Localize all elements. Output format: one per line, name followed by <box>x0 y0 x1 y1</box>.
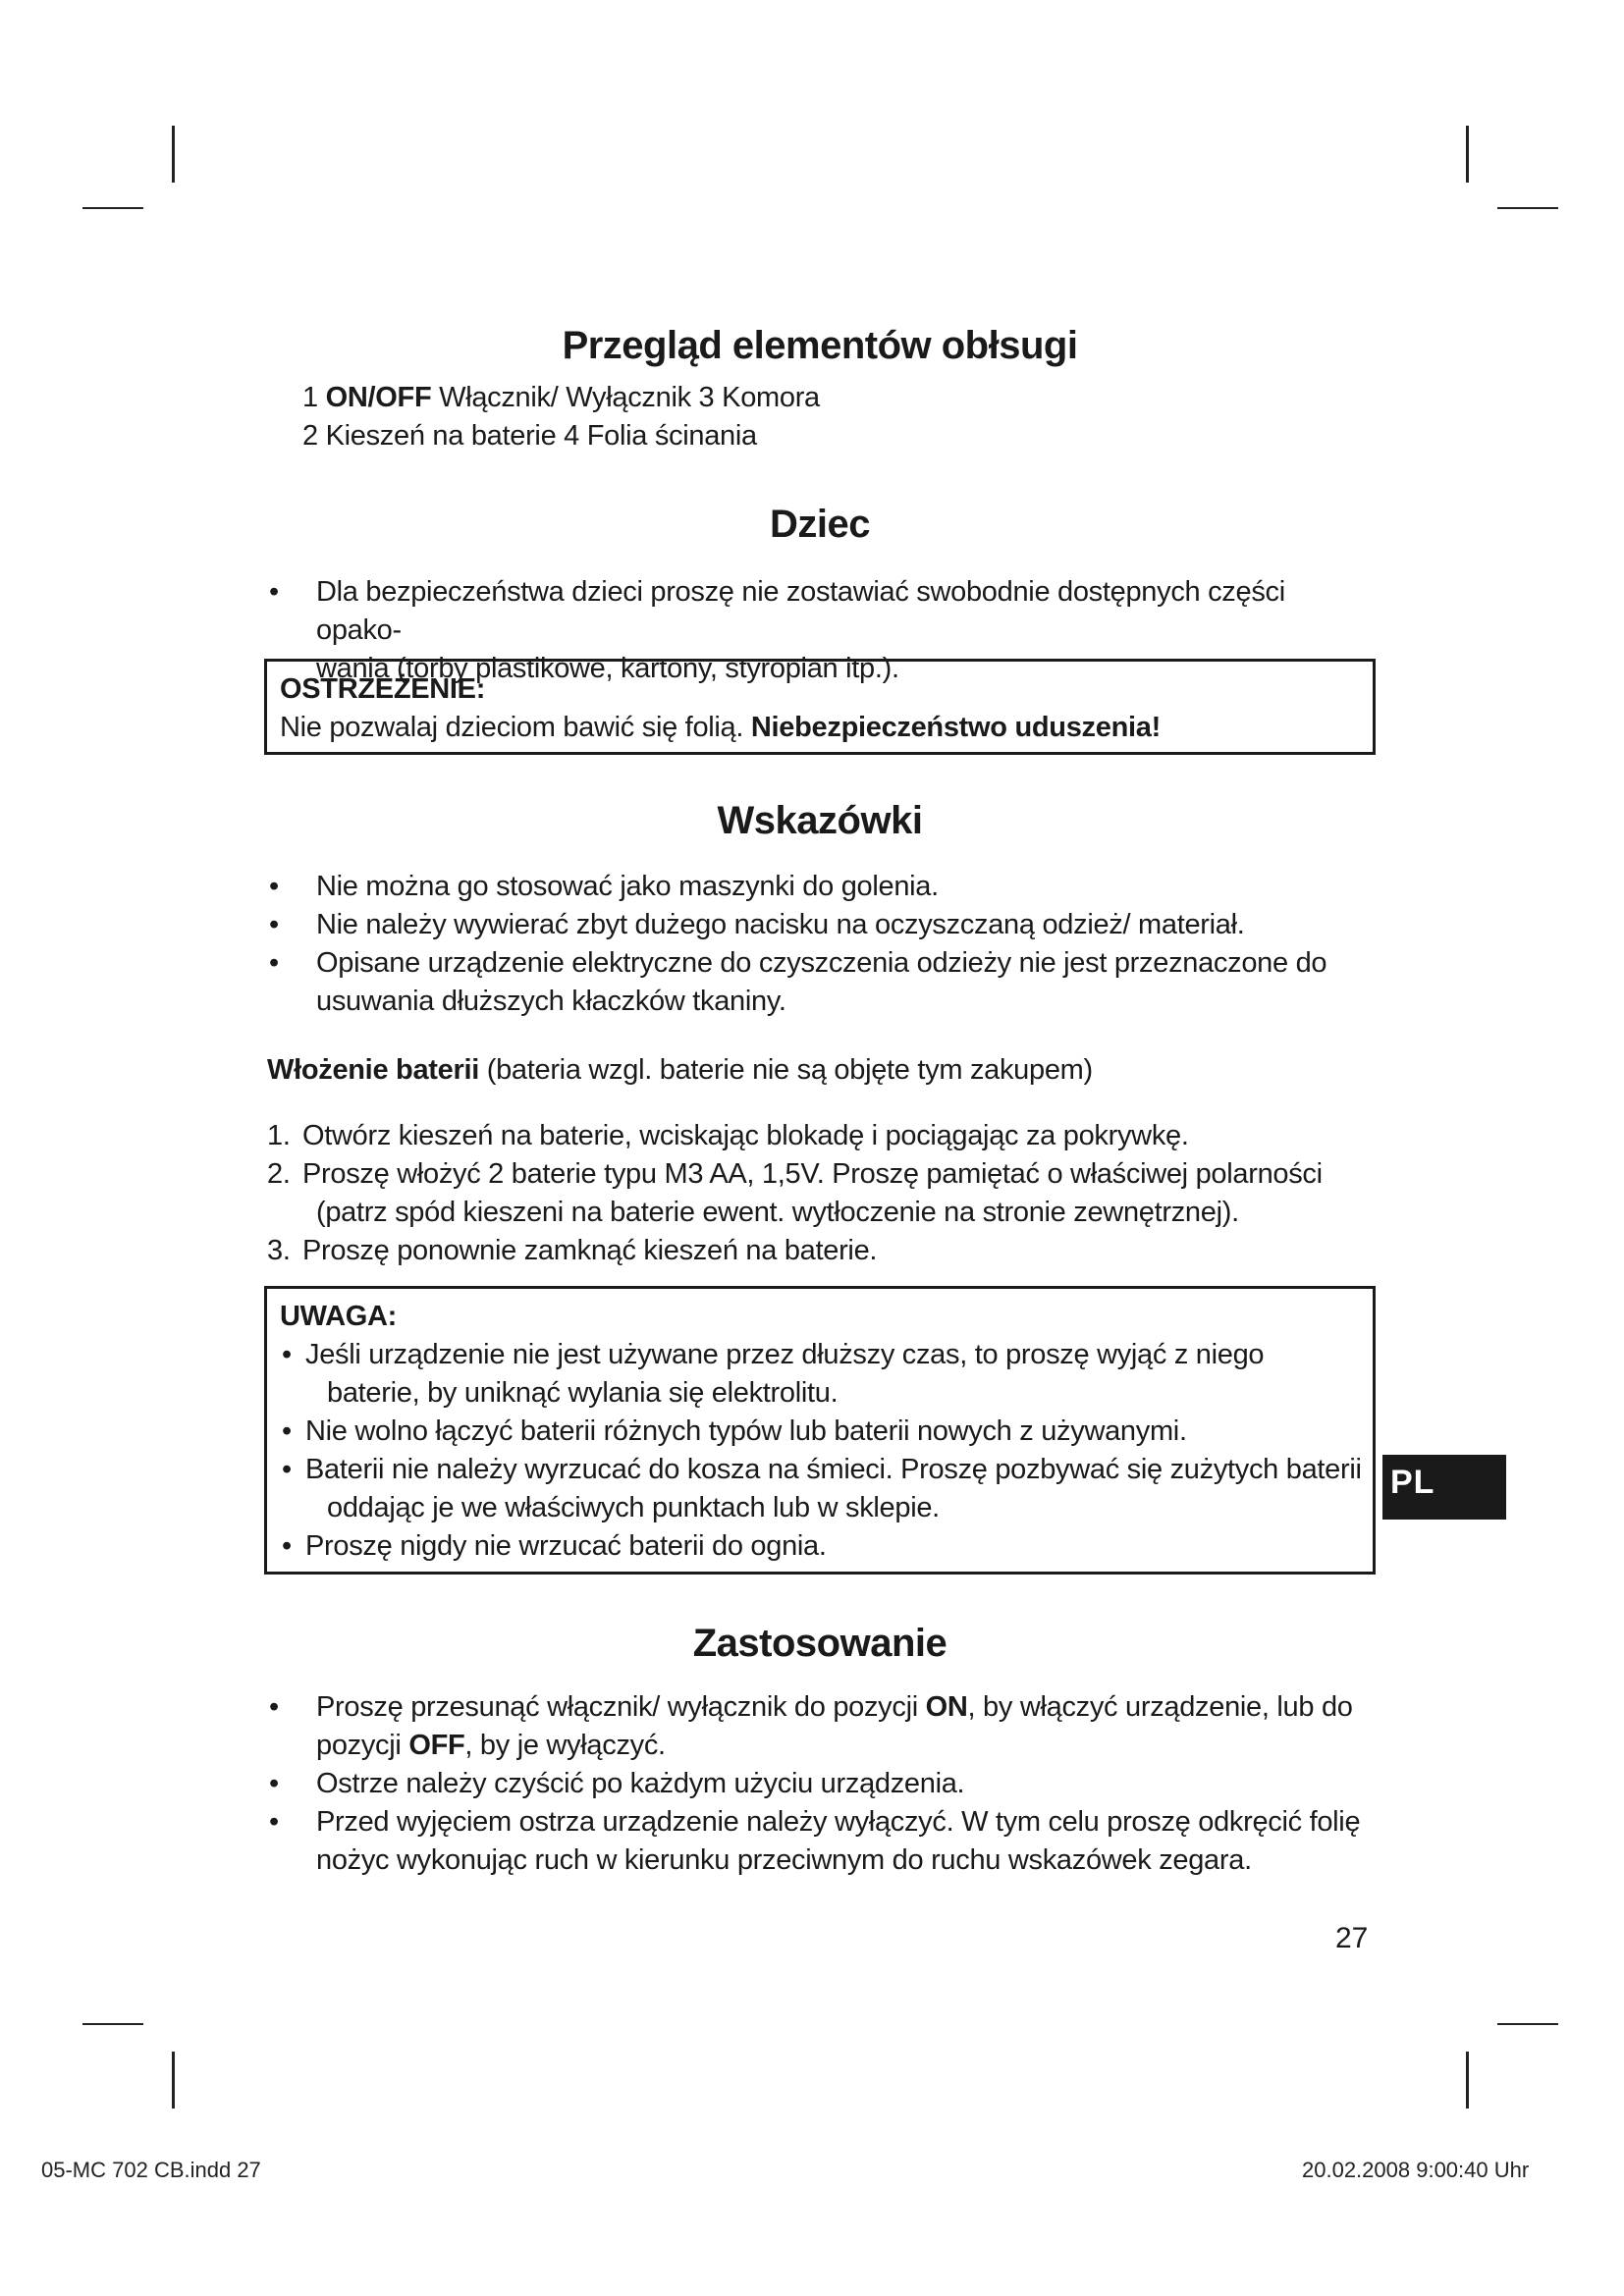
battery-heading-rest: (bateria wzgl. baterie nie są objęte tym zakupem) <box>478 1054 1093 1086</box>
list-item-line: Nie można go stosować jako maszynki do golenia. <box>316 871 939 902</box>
usage-text: , by włączyć urządzenie, lub do <box>967 1691 1353 1723</box>
step-number: 3. <box>267 1235 291 1266</box>
step-number: 2. <box>267 1158 291 1190</box>
list-item-line: Proszę nigdy nie wrzucać baterii do ognia. <box>305 1530 827 1562</box>
tips-list <box>267 868 1367 1021</box>
usage-title: Zastosowanie <box>692 1622 947 1665</box>
list-item <box>267 1765 1367 1803</box>
list-item-line: Przed wyjęciem ostrza urządzenie należy wyłączyć. W tym celu proszę odkręcić folię <box>316 1806 1361 1838</box>
list-item <box>267 868 1367 906</box>
list-item-line: baterie, by uniknąć wylania się elektrolitu. <box>327 1377 839 1409</box>
bullet-icon: • <box>269 1691 279 1723</box>
crop-mark <box>82 207 143 209</box>
overview-line-1 <box>302 379 820 417</box>
step-number: 1. <box>267 1120 291 1151</box>
list-item-line: Nie należy wywierać zbyt dużego nacisku na oczyszczaną odzież/ materiał. <box>316 909 1245 940</box>
warning-text-bold: Niebezpieczeństwo uduszenia! <box>750 712 1161 743</box>
usage-text: Proszę przesunąć włącznik/ wyłącznik do pozycji <box>316 1691 926 1723</box>
children-title: Dziec <box>770 503 870 546</box>
crop-mark <box>172 2052 175 2109</box>
warning-text <box>280 709 1373 747</box>
overview-line-1-text: Włącznik/ Wyłącznik 3 Komora <box>431 382 820 413</box>
battery-heading-bold: Włożenie baterii <box>267 1054 479 1086</box>
item-number: 1 <box>302 382 318 413</box>
list-item-line <box>295 1688 1367 1727</box>
bullet-icon: • <box>269 947 279 979</box>
footer-timestamp: 20.02.2008 9:00:40 Uhr <box>1302 2158 1530 2182</box>
step-line: Proszę ponownie zamknąć kieszeń na baterie. <box>302 1235 878 1266</box>
footer-filename: 05-MC 702 CB.indd 27 <box>41 2158 261 2182</box>
list-item-line: oddając je we właściwych punktach lub w sklepie. <box>327 1492 940 1523</box>
bullet-icon: • <box>269 1806 279 1838</box>
crop-mark <box>82 2023 143 2025</box>
bullet-icon: • <box>269 909 279 940</box>
step-item <box>267 1232 1367 1270</box>
list-item-line <box>316 1727 1367 1765</box>
usage-text: pozycji <box>316 1730 409 1761</box>
crop-mark <box>1497 207 1558 209</box>
usage-list <box>267 1688 1367 1880</box>
bullet-icon: • <box>282 1415 292 1447</box>
list-item <box>267 906 1367 944</box>
overview-title: Przegląd elementów obłsugi <box>562 324 1078 367</box>
step-item <box>267 1155 1367 1232</box>
usage-text: , by je wyłączyć. <box>464 1730 666 1761</box>
overview-line-2: 2 Kieszeń na baterie 4 Folia ścinania <box>302 420 757 452</box>
overview-list <box>302 379 820 455</box>
tips-title: Wskazówki <box>717 799 923 842</box>
list-item <box>267 944 1367 1021</box>
on-label: ON <box>925 1691 968 1723</box>
off-label: OFF <box>408 1730 465 1761</box>
list-item <box>267 1803 1367 1880</box>
list-item <box>267 1688 1367 1765</box>
step-line: Otwórz kieszeń na baterie, wciskając blokadę i pociągając za pokrywkę. <box>302 1120 1189 1151</box>
page-number: 27 <box>1335 1922 1369 1954</box>
list-item <box>280 1451 1373 1527</box>
list-item-line: Jeśli urządzenie nie jest używane przez dłuższy czas, to proszę wyjąć z niego <box>305 1339 1265 1370</box>
battery-steps <box>267 1117 1367 1270</box>
list-item-line: nożyc wykonując ruch w kierunku przeciwnym do ruchu wskazówek zegara. <box>316 1844 1252 1876</box>
bullet-icon: • <box>282 1530 292 1562</box>
warning-text-normal: Nie pozwalaj dzieciom bawić się folią. <box>280 712 751 743</box>
battery-heading <box>267 1051 1093 1090</box>
list-item <box>280 1527 1373 1566</box>
list-item-line: Nie wolno łączyć baterii różnych typów lub baterii nowych z używanymi. <box>305 1415 1187 1447</box>
step-line: Proszę włożyć 2 baterie typu M3 AA, 1,5V. Proszę pamiętać o właściwej polarności <box>302 1158 1323 1190</box>
bullet-icon: • <box>282 1339 292 1370</box>
crop-mark <box>172 126 175 183</box>
bullet-icon: • <box>269 871 279 902</box>
crop-mark <box>1466 2052 1469 2109</box>
note-heading: UWAGA: <box>280 1301 398 1332</box>
bullet-icon: • <box>269 576 279 608</box>
warning-box <box>264 659 1376 755</box>
list-item-line: Ostrze należy czyścić po każdym użyciu urządzenia. <box>316 1768 965 1799</box>
note-list <box>280 1336 1373 1566</box>
bullet-icon: • <box>282 1454 292 1485</box>
step-item <box>267 1117 1367 1155</box>
step-line: (patrz spód kieszeni na baterie ewent. wytłoczenie na stronie zewnętrznej). <box>316 1197 1239 1228</box>
language-badge: PL <box>1382 1455 1506 1520</box>
bullet-icon: • <box>269 1768 279 1799</box>
warning-heading: OSTRZEŻENIE: <box>280 673 486 705</box>
on-off-label: ON/OFF <box>325 382 432 413</box>
list-item <box>280 1413 1373 1451</box>
crop-mark <box>1466 126 1469 183</box>
list-item <box>280 1336 1373 1413</box>
list-item-line: Opisane urządzenie elektryczne do czyszczenia odzieży nie jest przeznaczone do <box>316 947 1327 979</box>
note-box <box>264 1286 1376 1575</box>
list-item-line: Dla bezpieczeństwa dzieci proszę nie zostawiać swobodnie dostępnych części opako- <box>316 576 1285 646</box>
crop-mark <box>1497 2023 1558 2025</box>
list-item-line: wania (torby plastikowe, kartony, styropian itp.). <box>316 653 899 684</box>
list-item-line: usuwania dłuższych kłaczków tkaniny. <box>316 986 786 1017</box>
list-item-line: Baterii nie należy wyrzucać do kosza na śmieci. Proszę pozbywać się zużytych baterii <box>305 1454 1362 1485</box>
